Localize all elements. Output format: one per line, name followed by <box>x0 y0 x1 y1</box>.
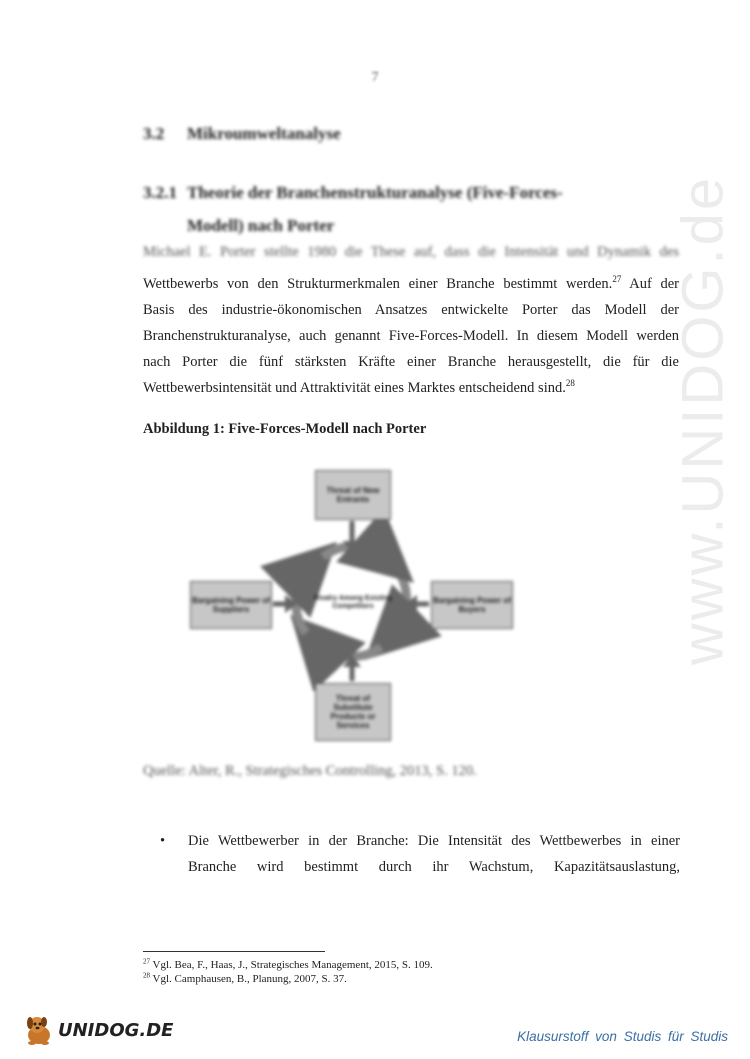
footnotes <box>143 958 433 986</box>
page-number: 7 <box>371 70 379 85</box>
subsection-title-line2: Modell) nach Porter <box>187 216 335 235</box>
bullet-dot: • <box>160 833 166 849</box>
subsection-number: 3.2.1 <box>143 183 177 202</box>
section-title: Mikroumweltanalyse <box>187 124 341 143</box>
section-heading <box>143 124 341 144</box>
body-line: Wettbewerbs von den Strukturmerkmalen einer Branche bestimmt werden.$^{27}$ Auf der <box>143 274 680 292</box>
bullet-line: Branche wird bestimmt durch ihr Wachstum, Kapazitätsauslastung, <box>188 859 680 875</box>
figure-source: Quelle: Alter, R., Strategisches Controlling, 2013, S. 120. <box>143 763 477 779</box>
unidog-logo[interactable] <box>22 1012 173 1048</box>
footnote-ref: 28 <box>565 378 575 389</box>
footnote: $^{27}$ Vgl. Bea, F., Haas, J., Strategisches Management, 2015, S. 109. <box>143 957 433 971</box>
watermark: www.UNIDOG.de <box>670 174 736 666</box>
bullet-line: Die Wettbewerber in der Branche: Die Intensität des Wettbewerbes in einer <box>188 833 680 849</box>
dog-mascot-icon <box>22 1013 56 1047</box>
figure-caption: Abbildung 1: Five-Forces-Modell nach Porter <box>143 421 427 437</box>
body-line: nach Porter die fünf stärksten Kräfte einer Branche herausgestellt, die für die <box>143 354 679 370</box>
threat-new-entrants-box: Threat of New Entrants <box>315 470 391 520</box>
buyer-power-box: Bargaining Power of Buyers <box>431 581 513 629</box>
logo-text: UNIDOG.DE <box>58 1019 174 1041</box>
section-number: 3.2 <box>143 124 165 143</box>
rivalry-center-label: Rivalry Among Existing Competitors <box>313 595 393 610</box>
body-line: Wettbewerbsintensität und Attraktivität eines Marktes entscheidend sind.$^{28}$ <box>143 378 575 396</box>
threat-substitutes-box: Threat of Substitute Products or Services <box>315 683 391 741</box>
footnote-separator <box>143 951 325 952</box>
body-first-line: Michael E. Porter stellte 1980 die These auf, dass die Intensität und Dynamik des <box>143 244 679 260</box>
body-paragraph <box>143 271 679 401</box>
tagline: Klausurstoff von Studis für Studis <box>517 1029 728 1044</box>
subsection-heading <box>143 176 663 242</box>
bullet-item <box>160 828 680 880</box>
subsection-title-line1: Theorie der Branchenstrukturanalyse (Five-Forces- <box>187 183 563 202</box>
footnote: $^{28}$ Vgl. Camphausen, B., Planung, 2007, S. 37. <box>143 971 347 985</box>
footnote-ref: 27 <box>612 274 622 285</box>
five-forces-diagram <box>185 463 515 763</box>
body-line: Branchenstrukturanalyse, auch genannt Five-Forces-Modell. In diesem Modell werden <box>143 328 679 344</box>
body-line: Basis des industrie-ökonomischen Ansatzes entwickelte Porter das Modell der <box>143 302 679 318</box>
supplier-power-box: Bargaining Power of Suppliers <box>190 581 272 629</box>
